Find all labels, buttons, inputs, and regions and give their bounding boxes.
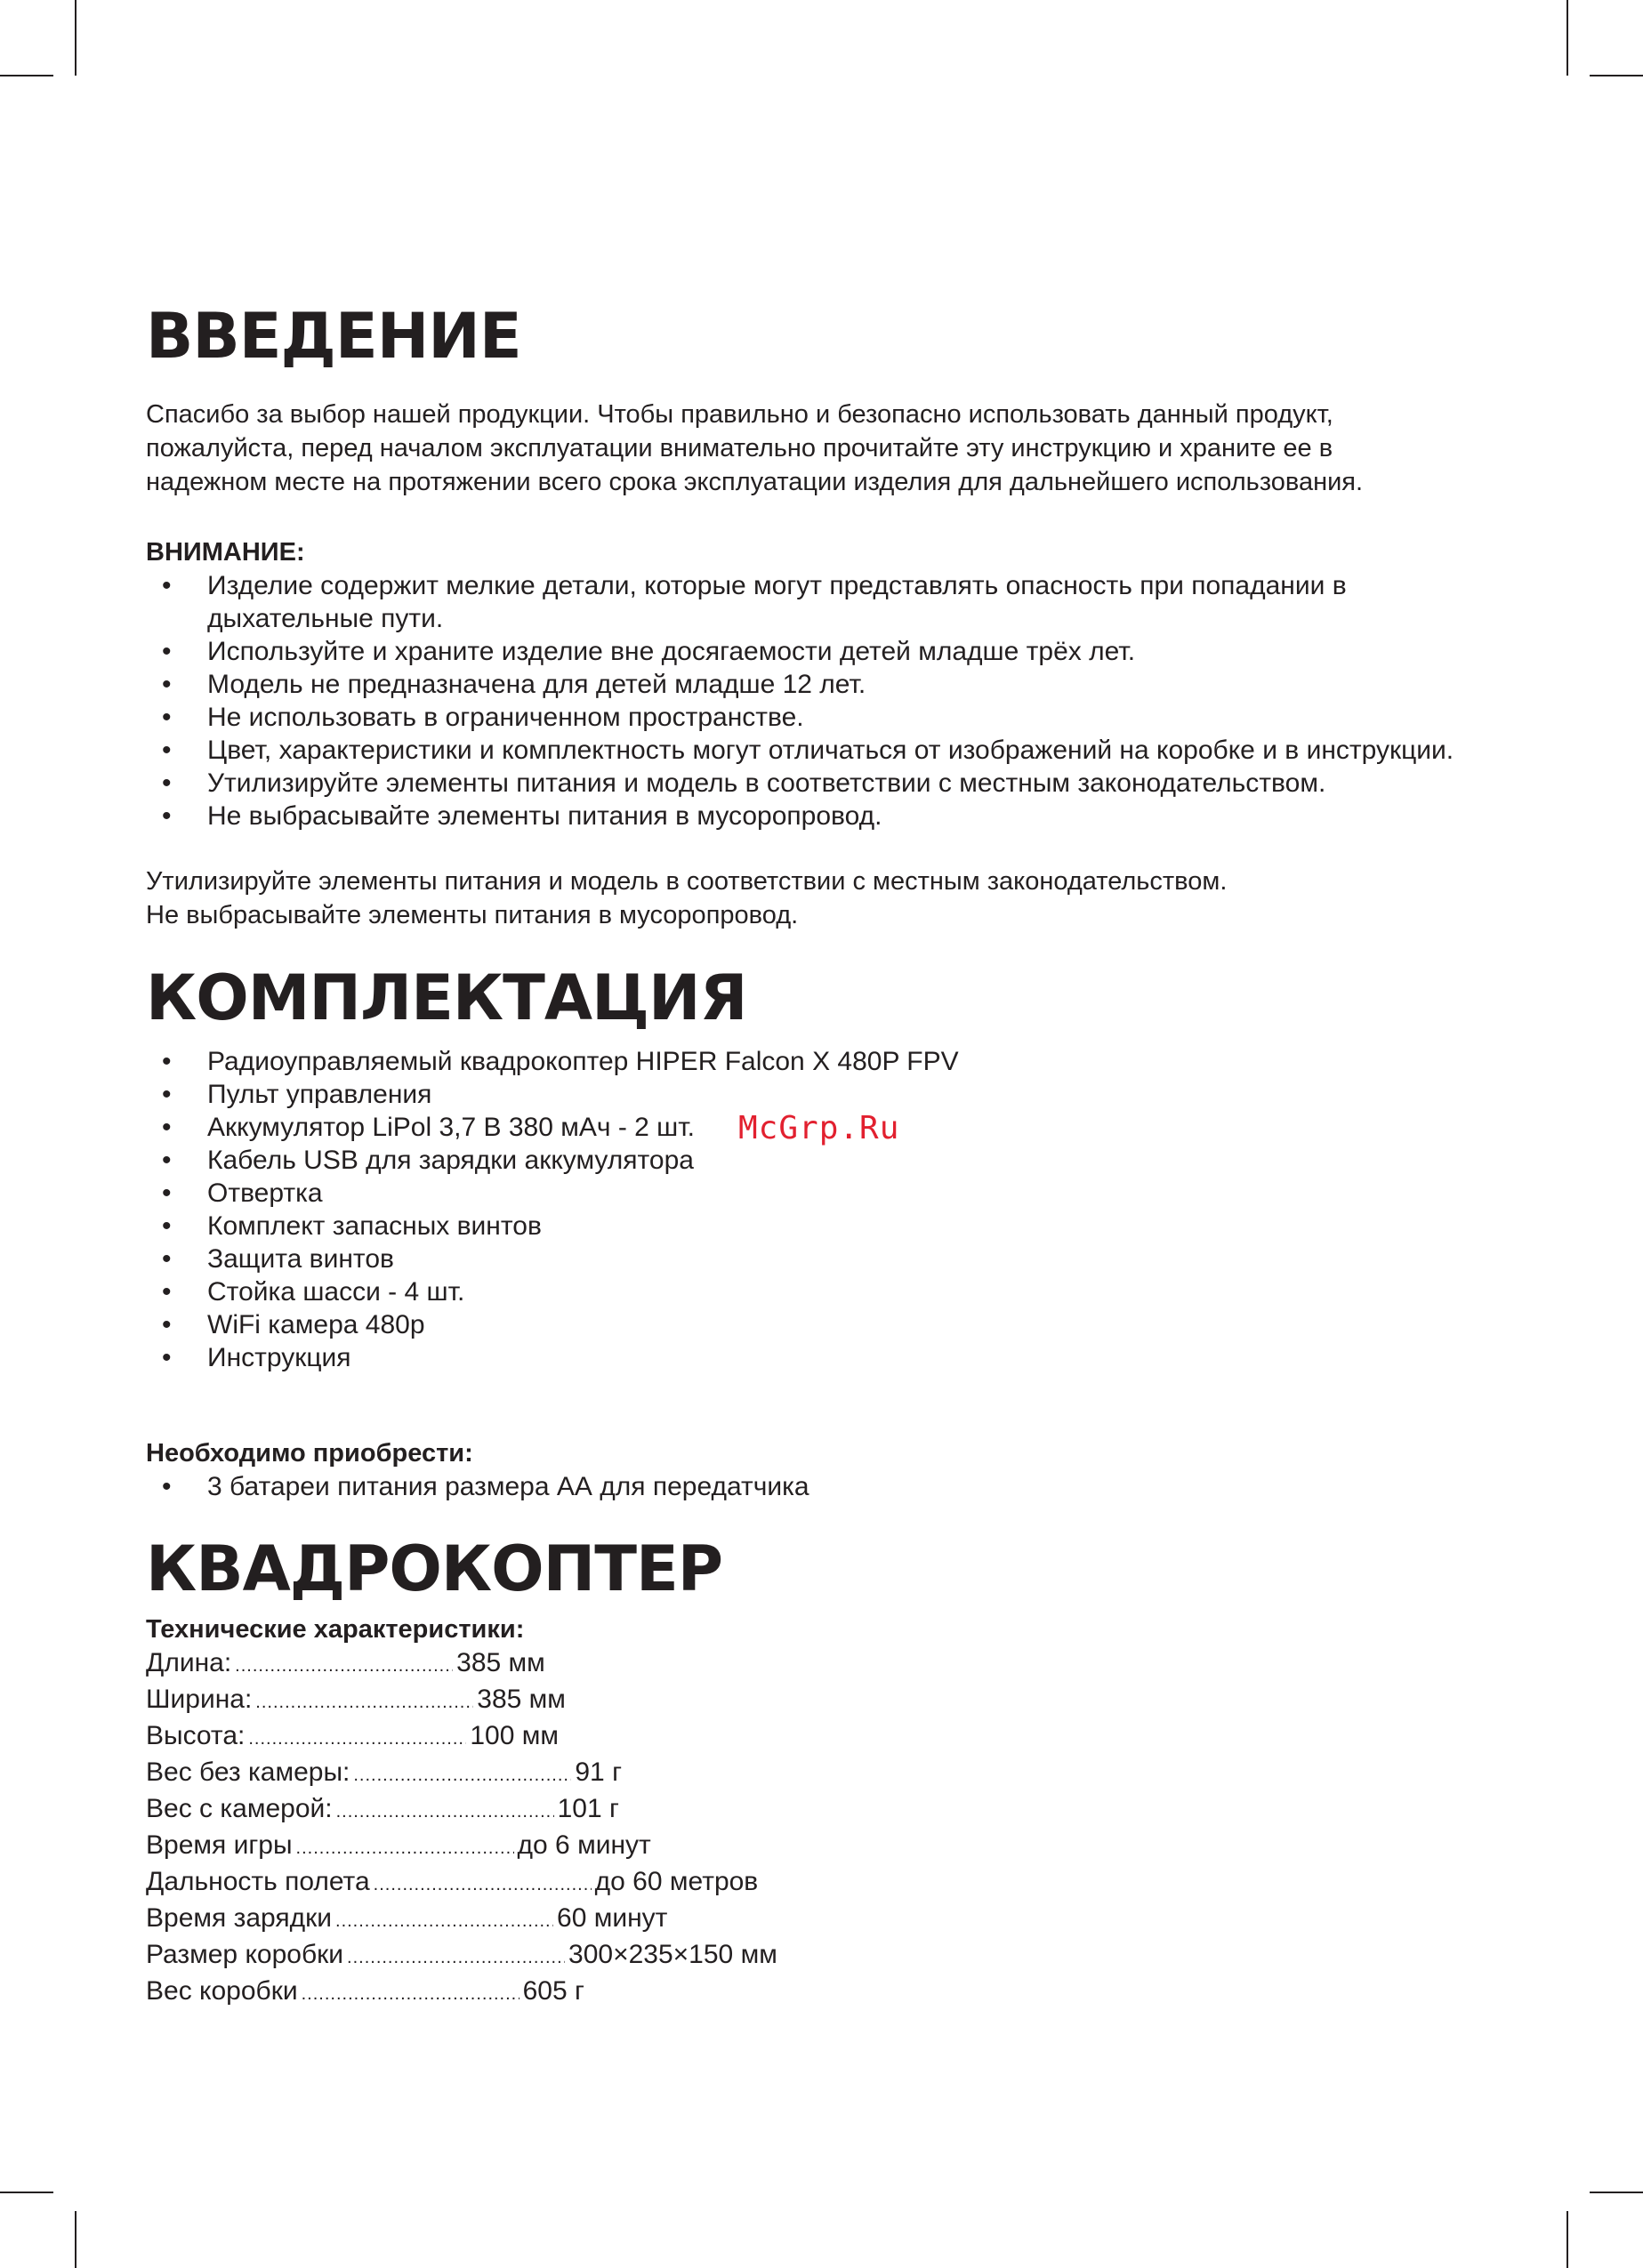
intro-line: надежном месте на протяжении всего срока эксплуатации изделия для дальнейшего использования. [146,468,1364,496]
list-item: • Изделие содержит мелкие детали, которые могут представлять опасность при попадании в дыхательные пути. [146,569,1462,635]
package-list [146,1045,1462,1374]
list-item: • Утилизируйте элементы питания и модель в соответствии с местным законодательством. [146,767,1462,800]
crop-mark [75,2211,77,2268]
purchase-list [146,1470,1462,1503]
warning-label: ВНИМАНИЕ: [146,538,305,567]
crop-mark [75,0,77,76]
crop-mark [1566,2211,1568,2268]
list-item: • Радиоуправляемый квадрокоптер HIPER Falcon X 480P FPV [146,1045,1462,1078]
crop-mark [1590,2192,1643,2193]
list-item: • Защита винтов [146,1243,1462,1275]
crop-mark [1566,0,1568,76]
list-item: • WiFi камера 480p [146,1308,1462,1341]
spec-row: Дальность полета ..... до 60 метров [146,1865,840,1902]
list-item: • Инструкция [146,1341,1462,1374]
spec-row: Вес коробки ..... 605 г [146,1974,840,2011]
spec-row: Высота: ..... 100 мм [146,1719,840,1756]
watermark: McGrp.Ru [738,1110,900,1146]
list-item: • 3 батареи питания размера АА для передатчика [146,1470,1462,1503]
spec-row: Время игры ..... до 6 минут [146,1829,840,1865]
list-item: • Модель не предназначена для детей младше 12 лет. [146,668,1462,701]
crop-mark [0,2192,53,2193]
spec-row: Вес без камеры: ..... 91 г [146,1756,840,1792]
list-item: • Комплект запасных винтов [146,1210,1462,1243]
package-heading: КОМПЛЕКТАЦИЯ [146,961,747,1034]
spec-row: Время зарядки ..... 60 минут [146,1902,840,1938]
spec-row: Вес с камерой: ..... 101 г [146,1792,840,1829]
list-item: • Не выбрасывайте элементы питания в мусоропровод. [146,800,1462,832]
list-item: • Цвет, характеристики и комплектность могут отличаться от изображений на коробке и в инструкции. [146,734,1462,767]
list-item: • Аккумулятор LiPol 3,7 В 380 мАч - 2 шт. [146,1111,1462,1144]
purchase-label: Необходимо приобрести: [146,1439,473,1468]
list-item: • Не использовать в ограниченном пространстве. [146,701,1462,734]
disposal-note [146,865,1462,932]
specs-label: Технические характеристики: [146,1615,525,1644]
list-item: • Пульт управления [146,1078,1462,1111]
disposal-line: Не выбрасывайте элементы питания в мусоропровод. [146,901,799,929]
crop-mark [1590,75,1643,76]
warning-list [146,569,1462,832]
list-item: • Отвертка [146,1177,1462,1210]
intro-line: пожалуйста, перед началом эксплуатации внимательно прочитайте эту инструкцию и храните ее в [146,434,1333,462]
intro-line: Спасибо за выбор нашей продукции. Чтобы правильно и безопасно использовать данный продукт, [146,400,1333,429]
crop-mark [0,75,53,76]
list-item: • Стойка шасси - 4 шт. [146,1275,1462,1308]
spec-row: Длина: ..... 385 мм [146,1646,840,1683]
spec-row: Ширина: ..... 385 мм [146,1683,840,1719]
spec-row: Размер коробки ..... 300×235×150 мм [146,1938,840,1974]
disposal-line: Утилизируйте элементы питания и модель в соответствии с местным законодательством. [146,867,1228,896]
specs-table [146,1646,840,2011]
intro-paragraph [146,398,1462,499]
intro-heading: ВВЕДЕНИЕ [146,300,521,373]
list-item: • Используйте и храните изделие вне досягаемости детей младше трёх лет. [146,635,1462,668]
quadcopter-heading: КВАДРОКОПТЕР [146,1532,723,1605]
list-item: • Кабель USB для зарядки аккумулятора [146,1144,1462,1177]
document-page [146,302,1462,2011]
